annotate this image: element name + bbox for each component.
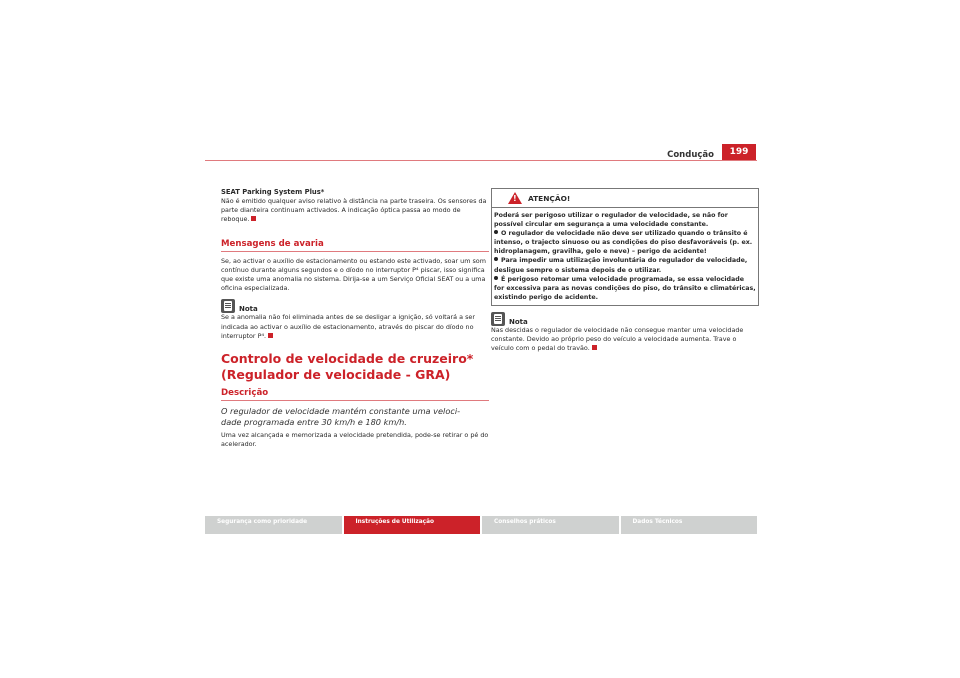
- end-mark-icon: [268, 333, 273, 338]
- left-column: [221, 188, 489, 449]
- note-text: Se a anomalia não foi eliminada antes de se desligar a ignição, só voltará a ser indicada ao activar o auxílio de estacionamento, através do piscar do díodo no interruptor P⁴.: [221, 313, 475, 340]
- note-icon: [221, 299, 235, 313]
- warning-bullet: O regulador de velocidade não deve ser utilizado quando o trânsito é intenso, o trajecto sinuoso ou as condições do piso desfavoráveis (p. ex. hidroplanagem, gravilha, gelo e neve) – perigo de acidente!: [494, 230, 753, 256]
- note-label: Nota: [239, 305, 258, 314]
- warning-body: [492, 208, 758, 305]
- warning-intro: Poderá ser perigoso utilizar o regulador de velocidade, se não for possível circular em segurança a uma velocidade constante.: [494, 212, 728, 229]
- parking-system-heading: SEAT Parking System Plus*: [221, 188, 325, 196]
- bullet-icon: [494, 230, 498, 234]
- header-divider: [205, 160, 757, 161]
- footer-tabs: [205, 516, 757, 534]
- cruise-control-title: Controlo de velocidade de cruzeiro* (Regulador de velocidade - GRA): [221, 351, 474, 383]
- avaria-text: Se, ao activar o auxílio de estacionamento ou estando este activado, soar um som contínuo durante alguns segundos e o díodo no interruptor P⁴ piscar, isso significa que existe uma anomalia no sistema. Dirija-se a um Serviço Oficial SEAT ou a uma oficina especializada.: [221, 256, 486, 293]
- tab-seguranca[interactable]: Segurança como prioridade: [205, 516, 342, 534]
- description-lead: O regulador de velocidade mantém constante uma veloci- dade programada entre 30 km/h e 180 km/h.: [221, 406, 461, 428]
- page-section-title: Condução: [667, 150, 714, 160]
- note-header: [491, 312, 759, 326]
- warning-bullet: É perigoso retomar uma velocidade programada, se essa velocidade for excessiva para as novas condições do piso, do trânsito e climatéricas, existindo perigo de acidente.: [494, 275, 756, 301]
- descricao-heading: Descrição: [221, 388, 489, 401]
- tab-instrucoes[interactable]: Instruções de Utilização: [344, 516, 481, 534]
- bullet-icon: [494, 276, 498, 280]
- tab-dados-tecnicos[interactable]: Dados Técnicos: [621, 516, 758, 534]
- parking-system-text: Não é emitido qualquer aviso relativo à distância na parte traseira. Os sensores da parte dianteira continuam activados. A indicação óptica passa ao modo de reboque.: [221, 197, 487, 224]
- note-label: Nota: [509, 317, 528, 326]
- note-icon: [491, 312, 505, 326]
- end-mark-icon: [592, 345, 597, 350]
- note-header: [221, 299, 489, 313]
- warning-header: [492, 189, 758, 208]
- warning-box: [491, 188, 759, 306]
- warning-bullet: Para impedir uma utilização involuntária do regulador de velocidade, desligue sempre o sistema depois de o utilizar.: [494, 257, 748, 274]
- description-text: Uma vez alcançada e memorizada a velocidade pretendida, pode-se retirar o pé do acelerador.: [221, 431, 489, 449]
- warning-triangle-icon: [508, 192, 522, 204]
- note-text: Nas descidas o regulador de velocidade não consegue manter uma velocidade constante. Devido ao próprio peso do veículo a velocidade aumenta. Trave o veículo com o pedal do travão.: [491, 325, 744, 353]
- bullet-icon: [494, 257, 498, 261]
- page-number: 199: [722, 144, 756, 160]
- warning-label: ATENÇÃO!: [528, 193, 571, 203]
- avaria-heading: Mensagens de avaria: [221, 239, 489, 252]
- end-mark-icon: [251, 216, 256, 221]
- tab-conselhos[interactable]: Conselhos práticos: [482, 516, 619, 534]
- right-column: [491, 188, 759, 354]
